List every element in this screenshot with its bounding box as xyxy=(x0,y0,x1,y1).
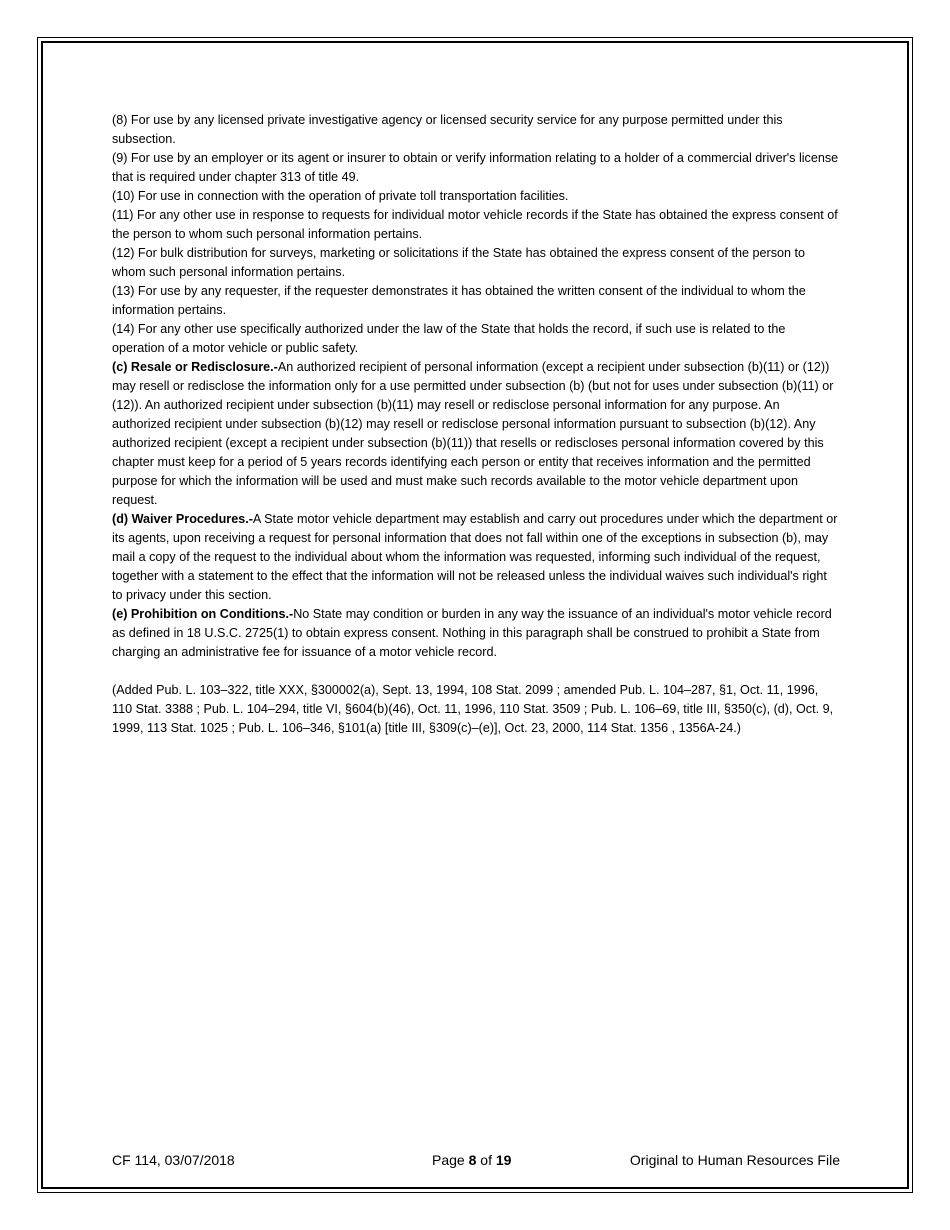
section-d-heading: (d) Waiver Procedures.- xyxy=(112,512,253,526)
page-prefix: Page xyxy=(432,1152,469,1168)
section-c-body: An authorized recipient of personal information (except a recipient under subsection (b)(11) or (12)) may resell or redisclose the information only for a use permitted under subsection (b) (but not for uses under subsection (b)(11) or (12)). An authorized recipient under subsection (b)(11) may resell or redisclose personal information for any purpose. An authorized recipient under subsection (b)(12) may resell or redisclose personal information pursuant to subsection (b)(12). Any authorized recipient (except a recipient under subsection (b)(11)) that resells or rediscloses personal information covered by this chapter must keep for a period of 5 years records identifying each person or entity that receives information and the permitted purpose for which the information will be used and must make such records available to the motor vehicle department upon request. xyxy=(112,360,834,507)
page-number: 8 xyxy=(468,1152,477,1168)
page-of: of xyxy=(476,1152,496,1168)
paragraph-8: (8) For use by any licensed private investigative agency or licensed security service for any purpose permitted under this subsection. xyxy=(112,113,783,146)
paragraph-9: (9) For use by an employer or its agent or insurer to obtain or verify information relating to a holder of a commercial driver's license that is required under chapter 313 of title 49. xyxy=(112,151,839,184)
statutory-citation: (Added Pub. L. 103–322, title XXX, §300002(a), Sept. 13, 1994, 108 Stat. 2099 ; amended Pub. L. 104–287, §1, Oct. 11, 1996, 110 Stat. 3388 ; Pub. L. 104–294, title VI, §604(b)(46), Oct. 11, 1996, 110 Stat. 3509 ; Pub. L. 106–69, title III, §350(c), (d), Oct. 9, 1999, 113 Stat. 1025 ; Pub. L. 106–346, §101(a) [title III, §309(c)–(e)], Oct. 23, 2000, 114 Stat. 1356 , 1356A-24.) xyxy=(112,683,834,735)
section-e-body: No State may condition or burden in any way the issuance of an individual's motor vehicle record as defined in 18 U.S.C. 2725(1) to obtain express consent. Nothing in this paragraph shall be construed to prohibit a State from charging an administrative fee for issuance of a motor vehicle record. xyxy=(112,607,832,659)
paragraph-14: (14) For any other use specifically authorized under the law of the State that holds the record, if such use is related to the operation of a motor vehicle or public safety. xyxy=(112,322,786,355)
paragraph-10: (10) For use in connection with the operation of private toll transportation facilities. xyxy=(112,189,569,203)
page-indicator xyxy=(432,1152,511,1168)
section-d-body: A State motor vehicle department may establish and carry out procedures under which the department or its agents, upon receiving a request for personal information that does not fall within one of the exceptions in subsection (b), may mail a copy of the request to the individual about whom the information was requested, informing such individual of the request, together with a statement to the effect that the information will not be released unless the individual waives such individual's right to privacy under this section. xyxy=(112,512,838,602)
page-footer xyxy=(112,1152,840,1172)
form-id: CF 114, 03/07/2018 xyxy=(112,1152,235,1168)
document-body xyxy=(112,111,840,738)
section-c-heading: (c) Resale or Redisclosure.- xyxy=(112,360,278,374)
paragraph-13: (13) For use by any requester, if the requester demonstrates it has obtained the written consent of the individual to whom the information pertains. xyxy=(112,284,806,317)
page-total: 19 xyxy=(495,1152,512,1168)
section-e xyxy=(112,605,840,662)
distribution-note: Original to Human Resources File xyxy=(629,1152,840,1168)
section-e-heading: (e) Prohibition on Conditions.- xyxy=(112,607,294,621)
spacer xyxy=(112,662,840,681)
section-c xyxy=(112,358,840,510)
section-d xyxy=(112,510,840,605)
paragraph-11: (11) For any other use in response to requests for individual motor vehicle records if the State has obtained the express consent of the person to whom such personal information pertains. xyxy=(112,208,838,241)
paragraph-12: (12) For bulk distribution for surveys, marketing or solicitations if the State has obtained the express consent of the person to whom such personal information pertains. xyxy=(112,246,806,279)
